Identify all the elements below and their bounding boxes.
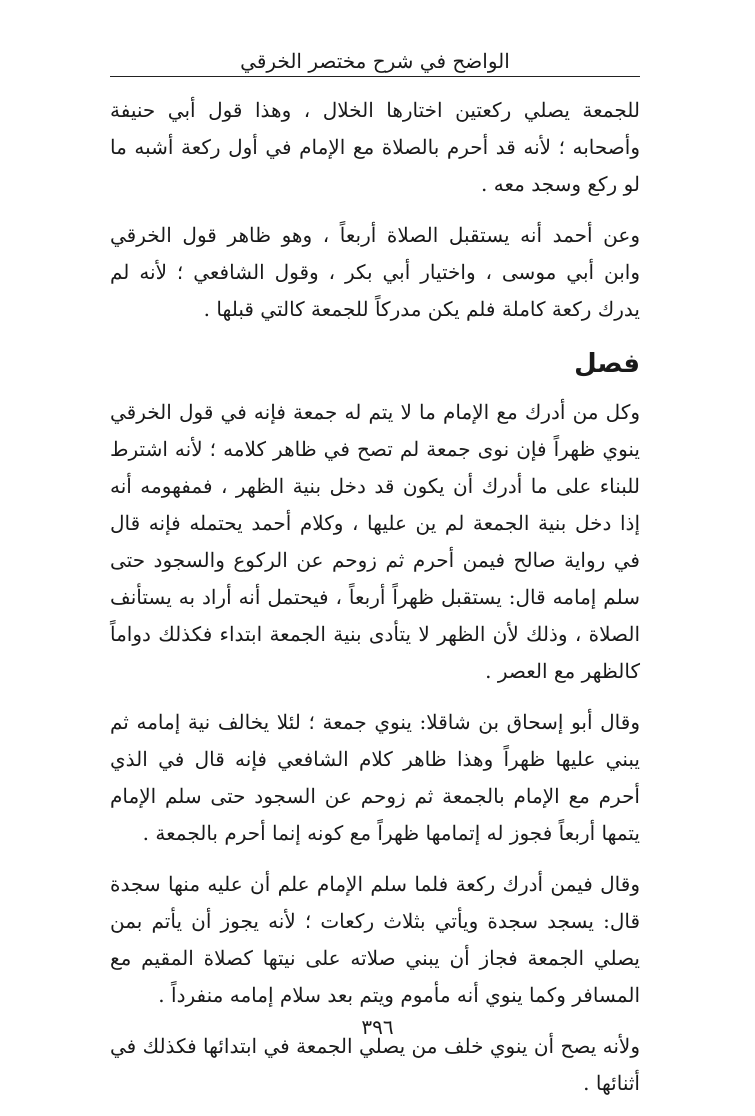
header-rule — [110, 76, 640, 77]
section-heading: فصل — [574, 349, 640, 379]
body-text — [110, 92, 640, 1116]
section-paragraph-1: وكل من أدرك مع الإمام ما لا يتم له جمعة فإنه في قول الخرقي ينوي ظهراً فإن نوى جمعة لم تصح في ظاهر كلامه ؛ لأنه اشترط للبناء على ما أدرك أن يكون قد دخل بنية الظهر ، فمفهومه أنه إذا دخل بنية الجمعة لم ين عليها ، وكلام أحمد يحتمله فإنه قال في رواية صالح فيمن أحرم ثم زوحم عن الركوع والسجود حتى سلم إمامه قال: يستقبل ظهراً أربعاً ، فيحتمل أنه أراد به يستأنف الصلاة ، وذلك لأن الظهر لا يتأدى بنية الجمعة ابتداء فكذلك دواماً كالظهر مع العصر . — [110, 400, 641, 683]
section-paragraph-4: ولأنه يصح أن ينوي خلف من يصلي الجمعة في ابتدائها فكذلك في أثنائها . — [110, 1034, 640, 1095]
running-header: الواضح في شرح مختصر الخرقي — [240, 49, 510, 73]
paragraph-1: للجمعة يصلي ركعتين اختارها الخلال ، وهذا قول أبي حنيفة وأصحابه ؛ لأنه قد أحرم بالصلاة مع الإمام في أول ركعة أشبه ما لو ركع وسجد معه . — [110, 98, 640, 196]
section-paragraph-2: وقال أبو إسحاق بن شاقلا: ينوي جمعة ؛ لئلا يخالف نية إمامه ثم يبني عليها ظهراً وهذا ظاهر كلام الشافعي فإنه قال في الذي أحرم مع الإمام بالجمعة ثم زوحم عن السجود حتى سلم الإمام يتمها أربعاً فجوز له إتمامها ظهراً مع كونه إنما أحرم بالجمعة . — [110, 710, 640, 845]
page-number: ٣٩٦ — [361, 1015, 394, 1039]
paragraph-2: وعن أحمد أنه يستقبل الصلاة أربعاً ، وهو ظاهر قول الخرقي وابن أبي موسى ، واختيار أبي بكر ، وقول الشافعي ؛ لأنه لم يدرك ركعة كاملة فلم يكن مدركاً للجمعة كالتي قبلها . — [110, 223, 640, 321]
section-paragraph-3: وقال فيمن أدرك ركعة فلما سلم الإمام علم أن عليه منها سجدة قال: يسجد سجدة ويأتي بثلاث ركعات ؛ لأنه يجوز أن يأتم بمن يصلي الجمعة فجاز أن يبني صلاته على نيتها كصلاة المقيم مع المسافر وكما ينوي أنه مأموم ويتم بعد سلام إمامه منفرداً . — [110, 872, 640, 1007]
